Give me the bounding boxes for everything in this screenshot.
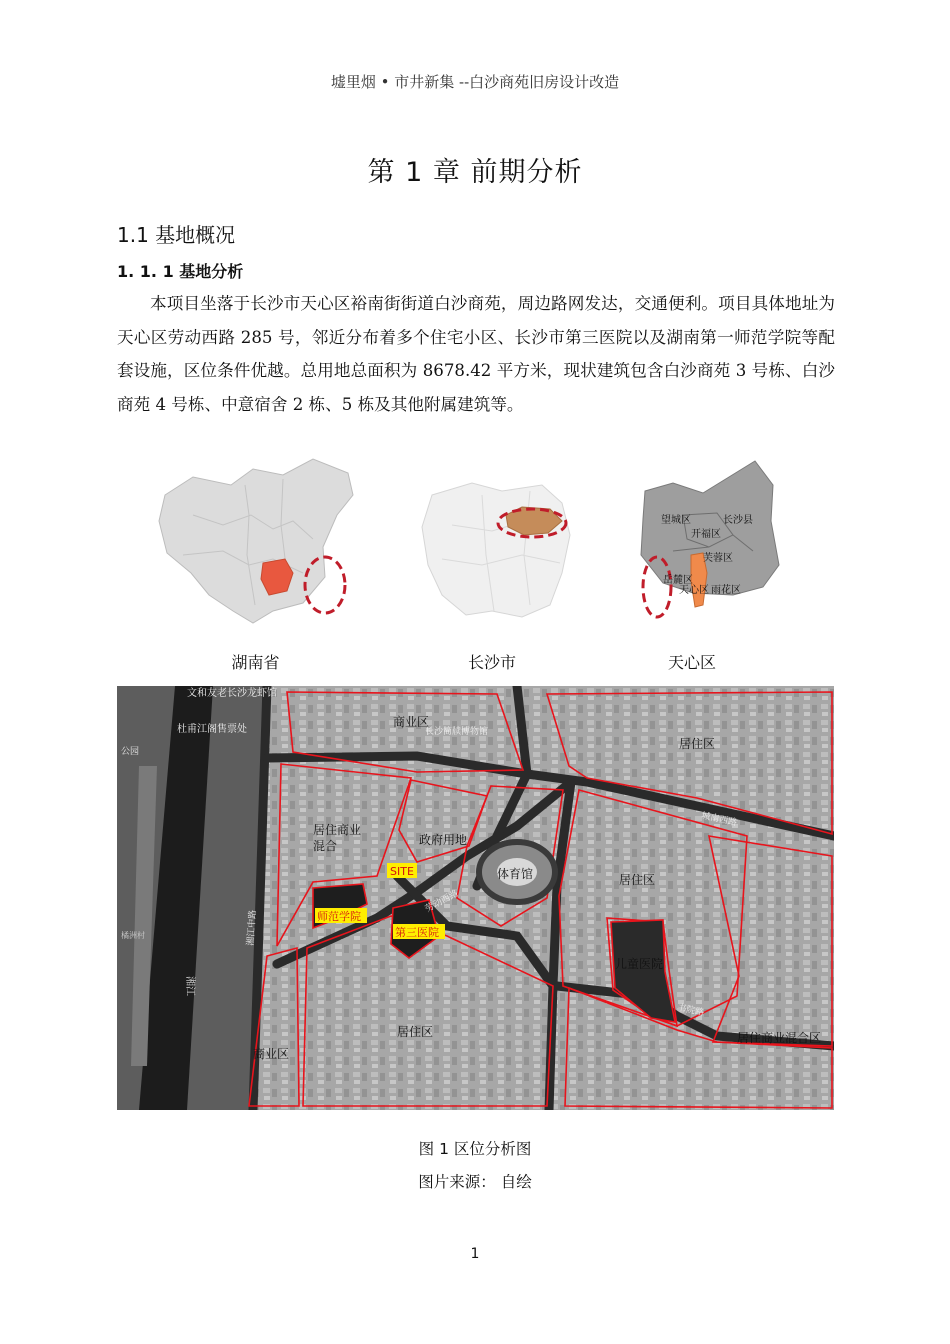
site-analysis-map (117, 686, 834, 1110)
district-label-kaifu: 开福区 (691, 529, 721, 540)
map-poi-top: 文和友老长沙龙虾馆 (187, 688, 277, 699)
map-river-label: 湘江 (184, 976, 195, 996)
site-tag: SITE (390, 865, 414, 878)
map-building-top: 长沙简牍博物馆 (425, 727, 489, 737)
body-paragraph: 本项目坐落于长沙市天心区裕南街街道白沙商苑，周边路网发达，交通便利。项目具体地址为天心区劳动西路 285 号，邻近分布着多个住宅小区、长沙市第三医院以及湖南第一师范学院等配套设施，区位条件优越。总用地总面积为 8678.42 平方米，现状建筑包含白沙商苑 3 号栋、白沙商苑 4 号栋、中意宿舍 2 栋、5 栋及其他附属建筑等。 (117, 294, 835, 414)
map-road-chengnan: 城南西路 (700, 811, 738, 829)
zone-label-government: 政府用地 (419, 833, 468, 847)
district-label-furong: 芙蓉区 (703, 553, 733, 564)
normal-university-tag: 师范学院 (317, 910, 361, 923)
district-locator-map (633, 455, 783, 630)
figure-caption: 图 1 区位分析图 (418, 1140, 532, 1158)
zone-label-residential-south: 居住区 (397, 1025, 434, 1039)
page-number: 1 (470, 1246, 480, 1262)
city-map-caption: 长沙市 (467, 653, 516, 672)
district-label-yuelu: 岳麓区 (663, 575, 693, 586)
district-label-yuhua: 雨花区 (711, 585, 741, 596)
map-road-west: 湘江中路 (246, 909, 259, 947)
district-label-wangcheng: 望城区 (661, 515, 691, 526)
map-road-laodong: 劳动西路 (423, 888, 461, 915)
subsection-title: 1. 1. 1 基地分析 (117, 262, 244, 281)
zone-label-commercial-sw: 商业区 (253, 1047, 290, 1061)
zone-label-stadium: 体育馆 (497, 867, 534, 881)
map-orange-isle: 橘洲村 (121, 931, 145, 940)
zone-label-childrens-hospital: 儿童医院 (615, 957, 664, 971)
district-map-caption: 天心区 (667, 653, 716, 672)
zone-label-residential-east: 居住区 (619, 873, 656, 887)
chapter-title: 第 1 章 前期分析 (367, 157, 583, 188)
zone-label-mixed-se: 居住商业混合区 (737, 1031, 822, 1045)
third-hospital-tag: 第三医院 (395, 926, 439, 939)
zone-label-commercial-north: 商业区 (393, 715, 430, 729)
province-locator-map (153, 455, 358, 630)
province-map-caption: 湖南省 (231, 653, 280, 672)
running-header: 墟里烟 • 市井新集 --白沙商苑旧房设计改造 (330, 73, 620, 91)
zone-label-residential-ne: 居住区 (679, 737, 716, 751)
district-label-changsha-county: 长沙县 (723, 515, 753, 526)
map-road-south: 书院路 (676, 1003, 705, 1019)
map-poi-park: 公园 (121, 747, 140, 757)
district-label-tianxin: 天心区 (679, 585, 709, 596)
figure-source: 图片来源： 自绘 (418, 1173, 532, 1191)
city-locator-map (412, 455, 580, 630)
zone-label-mixed-west: 居住商业混合 (313, 823, 362, 853)
section-title: 1.1 基地概况 (117, 223, 236, 247)
map-poi-ticket: 杜甫江阁售票处 (177, 724, 247, 735)
